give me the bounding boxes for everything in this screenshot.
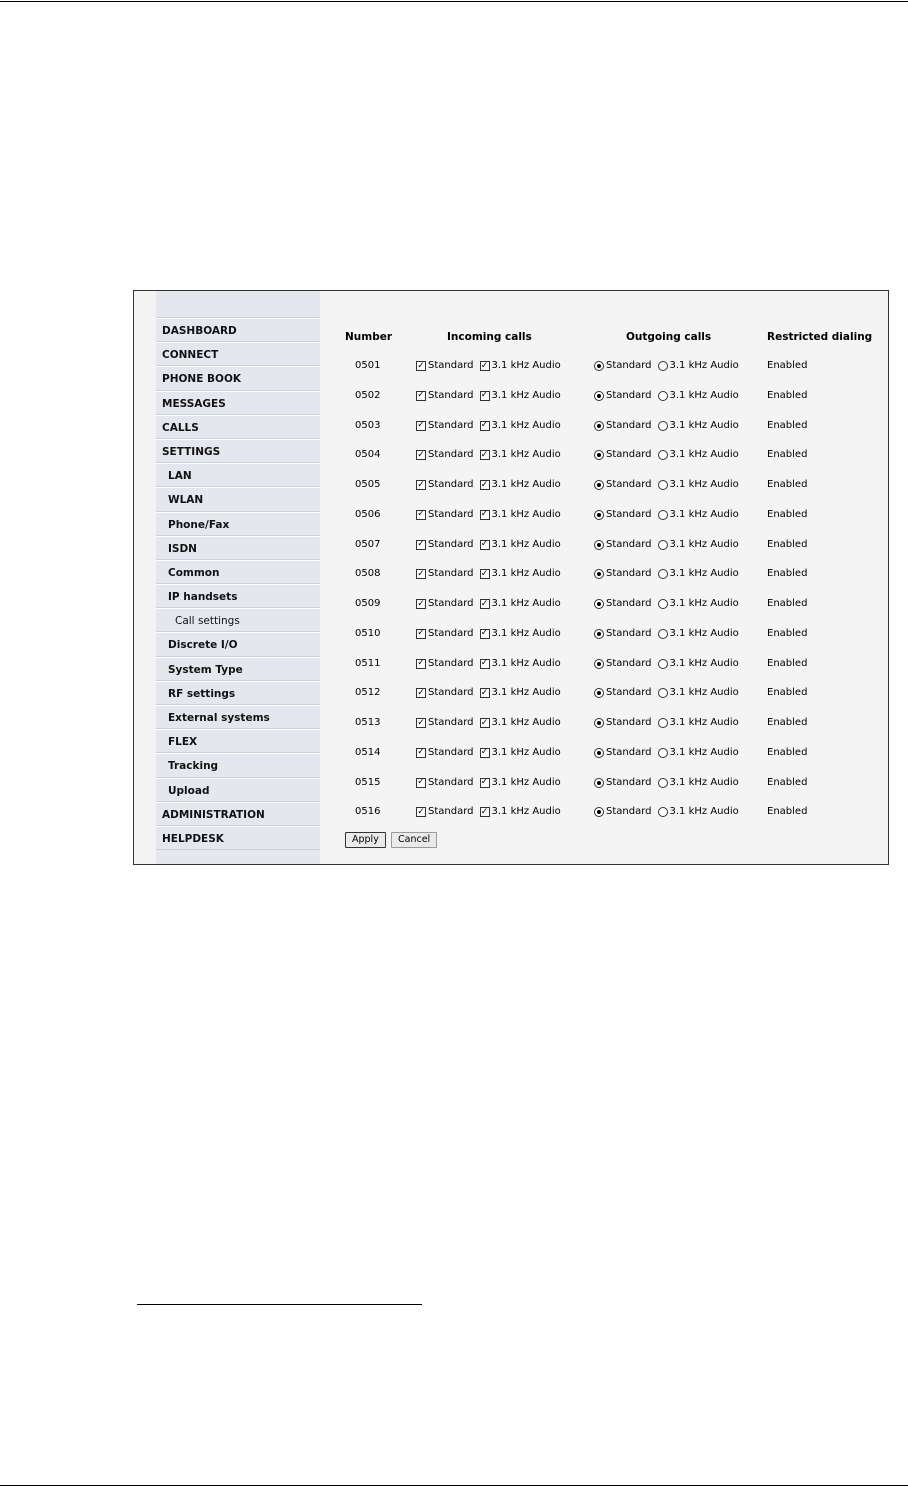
incoming-audio-checkbox[interactable]: ✓: [480, 568, 489, 579]
restricted-dialing-status: Enabled: [767, 360, 808, 371]
outgoing-audio-label: 3.1 kHz Audio: [669, 449, 739, 461]
extension-number: 0507: [355, 538, 381, 550]
table-row: [320, 624, 888, 644]
restricted-dialing-status: Enabled: [767, 508, 808, 520]
outgoing-standard-radio[interactable]: [594, 450, 604, 460]
incoming-standard-checkbox[interactable]: ✓: [417, 717, 425, 728]
table-row: [320, 505, 888, 525]
incoming-audio-checkbox[interactable]: ✓: [480, 747, 489, 758]
outgoing-audio-label: 3.1 kHz Audio: [669, 687, 739, 699]
outgoing-audio-radio[interactable]: [658, 718, 668, 728]
table-row: [320, 416, 888, 436]
incoming-audio-label: 3.1 kHz Audio: [491, 687, 561, 699]
incoming-standard-label: Standard: [428, 449, 474, 461]
outgoing-standard-radio[interactable]: [594, 391, 604, 401]
col-header-incoming: Incoming calls: [447, 331, 532, 343]
incoming-audio-label: 3.1 kHz Audio: [491, 568, 561, 580]
left-gutter: [134, 291, 156, 864]
outgoing-standard-label: Standard: [606, 508, 652, 520]
incoming-standard-checkbox[interactable]: ✓: [417, 747, 425, 758]
extension-number: 0502: [355, 389, 381, 401]
table-row: [320, 445, 888, 465]
restricted-dialing-status: Enabled: [767, 479, 808, 490]
incoming-standard-checkbox[interactable]: ✓: [417, 420, 425, 430]
extension-number: 0516: [355, 806, 381, 818]
sidebar-item-wlan[interactable]: WLAN: [156, 487, 320, 511]
outgoing-standard-radio[interactable]: [594, 718, 604, 728]
incoming-standard-label: Standard: [428, 746, 474, 758]
outgoing-audio-radio[interactable]: [658, 540, 668, 550]
incoming-standard-checkbox[interactable]: ✓: [417, 658, 425, 668]
outgoing-standard-radio[interactable]: [594, 421, 604, 431]
restricted-dialing-status: Enabled: [767, 419, 808, 431]
outgoing-standard-label: Standard: [606, 746, 652, 758]
incoming-audio-label: 3.1 kHz Audio: [491, 717, 561, 728]
main-panel: [320, 291, 888, 864]
incoming-standard-checkbox[interactable]: ✓: [417, 687, 425, 698]
table-row: [320, 802, 888, 822]
sidebar-item-flex[interactable]: FLEX: [156, 729, 320, 753]
col-header-outgoing: Outgoing calls: [626, 331, 712, 343]
restricted-dialing-status: Enabled: [767, 717, 808, 728]
call-settings-screenshot: [133, 290, 889, 865]
incoming-standard-checkbox[interactable]: ✓: [417, 568, 425, 579]
outgoing-standard-radio[interactable]: [594, 540, 604, 550]
table-row: [320, 654, 888, 674]
table-row: [320, 564, 888, 584]
outgoing-audio-label: 3.1 kHz Audio: [669, 508, 739, 520]
incoming-audio-label: 3.1 kHz Audio: [491, 598, 561, 609]
incoming-audio-label: 3.1 kHz Audio: [491, 389, 561, 401]
cancel-button[interactable]: Cancel: [391, 832, 437, 848]
sidebar-item-discrete-i-o[interactable]: Discrete I/O: [156, 632, 320, 656]
outgoing-standard-label: Standard: [606, 479, 652, 490]
outgoing-standard-label: Standard: [606, 627, 652, 639]
incoming-standard-label: Standard: [428, 687, 474, 699]
outgoing-audio-label: 3.1 kHz Audio: [669, 598, 739, 609]
outgoing-audio-label: 3.1 kHz Audio: [669, 389, 739, 401]
sidebar-item-phone-book[interactable]: PHONE BOOK: [156, 366, 320, 390]
incoming-audio-checkbox[interactable]: ✓: [480, 658, 489, 668]
extension-number: 0506: [355, 508, 381, 520]
sidebar-item-connect[interactable]: CONNECT: [156, 342, 320, 366]
sidebar-item-lan[interactable]: LAN: [156, 463, 320, 487]
incoming-audio-checkbox[interactable]: ✓: [480, 390, 489, 401]
outgoing-standard-label: Standard: [606, 776, 652, 788]
sidebar-header-spacer: [156, 291, 320, 318]
outgoing-standard-radio[interactable]: [594, 778, 604, 788]
extension-number: 0511: [355, 657, 381, 669]
sidebar-item-messages[interactable]: MESSAGES: [156, 391, 320, 415]
sidebar-item-calls[interactable]: CALLS: [156, 415, 320, 439]
extension-number: 0512: [355, 687, 381, 699]
restricted-dialing-status: Enabled: [767, 389, 808, 401]
restricted-dialing-status: Enabled: [767, 538, 808, 550]
incoming-audio-label: 3.1 kHz Audio: [491, 449, 561, 461]
outgoing-audio-radio[interactable]: [658, 391, 668, 401]
incoming-audio-checkbox[interactable]: ✓: [480, 360, 489, 371]
incoming-audio-label: 3.1 kHz Audio: [491, 419, 561, 431]
outgoing-audio-radio[interactable]: [658, 421, 668, 431]
sidebar-item-external-systems[interactable]: External systems: [156, 705, 320, 729]
outgoing-audio-label: 3.1 kHz Audio: [669, 360, 739, 371]
outgoing-audio-label: 3.1 kHz Audio: [669, 657, 739, 669]
outgoing-standard-radio[interactable]: [594, 569, 604, 579]
incoming-standard-label: Standard: [428, 568, 474, 580]
incoming-standard-label: Standard: [428, 806, 474, 818]
sidebar-item-call-settings[interactable]: Call settings: [156, 608, 320, 632]
outgoing-audio-radio[interactable]: [658, 807, 668, 817]
outgoing-standard-radio[interactable]: [594, 599, 604, 609]
incoming-audio-label: 3.1 kHz Audio: [491, 508, 561, 520]
outgoing-audio-radio[interactable]: [658, 748, 668, 758]
table-row: [320, 475, 888, 495]
incoming-standard-label: Standard: [428, 419, 474, 431]
outgoing-standard-label: Standard: [606, 360, 652, 371]
table-row: [320, 535, 888, 555]
incoming-standard-label: Standard: [428, 360, 474, 371]
outgoing-audio-label: 3.1 kHz Audio: [669, 627, 739, 639]
outgoing-audio-radio[interactable]: [658, 688, 668, 698]
incoming-audio-label: 3.1 kHz Audio: [491, 538, 561, 550]
table-row: [320, 743, 888, 763]
incoming-standard-checkbox[interactable]: ✓: [417, 390, 425, 401]
col-header-number: Number: [345, 331, 393, 343]
outgoing-standard-radio[interactable]: [594, 629, 604, 639]
extension-number: 0503: [355, 419, 381, 431]
outgoing-standard-label: Standard: [606, 657, 652, 669]
restricted-dialing-status: Enabled: [767, 449, 808, 461]
outgoing-standard-radio[interactable]: [594, 480, 604, 490]
outgoing-audio-radio[interactable]: [658, 510, 668, 520]
incoming-audio-checkbox[interactable]: ✓: [480, 449, 489, 460]
table-row: [320, 713, 888, 733]
outgoing-audio-label: 3.1 kHz Audio: [669, 776, 739, 788]
incoming-audio-checkbox[interactable]: ✓: [480, 628, 489, 639]
page-bottom-rule: [0, 1485, 908, 1486]
incoming-audio-checkbox[interactable]: ✓: [480, 687, 489, 698]
restricted-dialing-status: Enabled: [767, 806, 808, 818]
restricted-dialing-status: Enabled: [767, 657, 808, 669]
sidebar-item-phone-fax[interactable]: Phone/Fax: [156, 512, 320, 536]
outgoing-standard-label: Standard: [606, 449, 652, 461]
incoming-standard-label: Standard: [428, 479, 474, 490]
incoming-audio-label: 3.1 kHz Audio: [491, 479, 561, 490]
extension-number: 0501: [355, 360, 381, 371]
outgoing-audio-label: 3.1 kHz Audio: [669, 419, 739, 431]
sidebar-item-system-type[interactable]: System Type: [156, 657, 320, 681]
incoming-standard-checkbox[interactable]: ✓: [417, 539, 425, 549]
sidebar-item-helpdesk[interactable]: HELPDESK: [156, 826, 320, 850]
extension-number: 0510: [355, 627, 381, 639]
restricted-dialing-status: Enabled: [767, 568, 808, 580]
table-row: [320, 594, 888, 614]
outgoing-audio-radio[interactable]: [658, 629, 668, 639]
outgoing-audio-radio[interactable]: [658, 480, 668, 490]
incoming-audio-checkbox[interactable]: ✓: [480, 539, 489, 549]
incoming-standard-label: Standard: [428, 776, 474, 788]
outgoing-standard-radio[interactable]: [594, 688, 604, 698]
outgoing-standard-label: Standard: [606, 806, 652, 818]
incoming-audio-label: 3.1 kHz Audio: [491, 627, 561, 639]
sidebar-nav-list: [156, 318, 320, 850]
table-row: [320, 386, 888, 406]
footnote-rule: [137, 1304, 422, 1305]
incoming-standard-label: Standard: [428, 627, 474, 639]
col-header-restricted: Restricted dialing: [767, 331, 873, 343]
incoming-audio-label: 3.1 kHz Audio: [491, 746, 561, 758]
incoming-standard-label: Standard: [428, 389, 474, 401]
outgoing-audio-radio[interactable]: [658, 659, 668, 669]
restricted-dialing-status: Enabled: [767, 627, 808, 639]
incoming-standard-checkbox[interactable]: ✓: [417, 479, 425, 490]
extension-number: 0508: [355, 568, 381, 580]
extension-number: 0513: [355, 717, 381, 728]
outgoing-audio-label: 3.1 kHz Audio: [669, 479, 739, 490]
incoming-audio-checkbox[interactable]: ✓: [480, 509, 489, 520]
outgoing-standard-radio[interactable]: [594, 361, 604, 371]
incoming-audio-label: 3.1 kHz Audio: [491, 806, 561, 818]
incoming-standard-checkbox[interactable]: ✓: [417, 777, 425, 787]
outgoing-audio-label: 3.1 kHz Audio: [669, 746, 739, 758]
extension-number: 0509: [355, 598, 381, 609]
incoming-standard-checkbox[interactable]: ✓: [417, 509, 425, 520]
incoming-standard-label: Standard: [428, 657, 474, 669]
sidebar-item-isdn[interactable]: ISDN: [156, 536, 320, 560]
outgoing-standard-label: Standard: [606, 389, 652, 401]
outgoing-standard-label: Standard: [606, 598, 652, 609]
outgoing-standard-radio[interactable]: [594, 510, 604, 520]
outgoing-audio-radio[interactable]: [658, 569, 668, 579]
outgoing-standard-label: Standard: [606, 568, 652, 580]
table-row: [320, 356, 888, 376]
incoming-audio-checkbox[interactable]: ✓: [480, 717, 489, 728]
sidebar-item-upload[interactable]: Upload: [156, 778, 320, 802]
outgoing-standard-label: Standard: [606, 538, 652, 550]
extension-number: 0515: [355, 776, 381, 788]
outgoing-standard-label: Standard: [606, 419, 652, 431]
incoming-standard-checkbox[interactable]: ✓: [417, 598, 425, 609]
incoming-standard-label: Standard: [428, 717, 474, 728]
incoming-audio-label: 3.1 kHz Audio: [491, 657, 561, 669]
outgoing-audio-radio[interactable]: [658, 778, 668, 788]
sidebar-item-administration[interactable]: ADMINISTRATION: [156, 802, 320, 826]
outgoing-audio-label: 3.1 kHz Audio: [669, 806, 739, 818]
table-row: [320, 773, 888, 793]
outgoing-standard-label: Standard: [606, 687, 652, 699]
incoming-audio-checkbox[interactable]: ✓: [480, 777, 489, 787]
outgoing-audio-radio[interactable]: [658, 599, 668, 609]
table-row: [320, 683, 888, 703]
outgoing-standard-radio[interactable]: [594, 748, 604, 758]
outgoing-standard-radio[interactable]: [594, 659, 604, 669]
incoming-standard-checkbox[interactable]: ✓: [417, 806, 425, 817]
sidebar-item-rf-settings[interactable]: RF settings: [156, 681, 320, 705]
sidebar-nav: [156, 291, 320, 864]
incoming-standard-label: Standard: [428, 508, 474, 520]
sidebar-item-tracking[interactable]: Tracking: [156, 753, 320, 777]
sidebar-item-ip-handsets[interactable]: IP handsets: [156, 584, 320, 608]
incoming-standard-checkbox[interactable]: ✓: [417, 628, 425, 639]
outgoing-standard-label: Standard: [606, 717, 652, 728]
restricted-dialing-status: Enabled: [767, 776, 808, 788]
outgoing-audio-label: 3.1 kHz Audio: [669, 717, 739, 728]
outgoing-audio-radio[interactable]: [658, 450, 668, 460]
restricted-dialing-status: Enabled: [767, 687, 808, 699]
incoming-audio-checkbox[interactable]: ✓: [480, 806, 489, 817]
extension-number: 0514: [355, 746, 381, 758]
extension-number: 0505: [355, 479, 381, 490]
outgoing-audio-label: 3.1 kHz Audio: [669, 568, 739, 580]
apply-button[interactable]: Apply: [345, 832, 386, 848]
incoming-audio-checkbox[interactable]: ✓: [480, 420, 489, 430]
extension-number: 0504: [355, 449, 381, 461]
page-top-rule: [0, 1, 908, 2]
incoming-standard-label: Standard: [428, 538, 474, 550]
incoming-standard-checkbox[interactable]: ✓: [417, 449, 425, 460]
sidebar-item-dashboard[interactable]: DASHBOARD: [156, 318, 320, 342]
incoming-audio-checkbox[interactable]: ✓: [480, 479, 489, 490]
sidebar-item-common[interactable]: Common: [156, 560, 320, 584]
outgoing-standard-radio[interactable]: [594, 807, 604, 817]
outgoing-audio-radio[interactable]: [658, 361, 668, 371]
incoming-audio-checkbox[interactable]: ✓: [480, 598, 489, 609]
restricted-dialing-status: Enabled: [767, 746, 808, 758]
outgoing-audio-label: 3.1 kHz Audio: [669, 538, 739, 550]
incoming-standard-label: Standard: [428, 598, 474, 609]
incoming-audio-label: 3.1 kHz Audio: [491, 776, 561, 788]
sidebar-item-settings[interactable]: SETTINGS: [156, 439, 320, 463]
incoming-audio-label: 3.1 kHz Audio: [491, 360, 561, 371]
incoming-standard-checkbox[interactable]: ✓: [417, 360, 425, 371]
restricted-dialing-status: Enabled: [767, 598, 808, 609]
